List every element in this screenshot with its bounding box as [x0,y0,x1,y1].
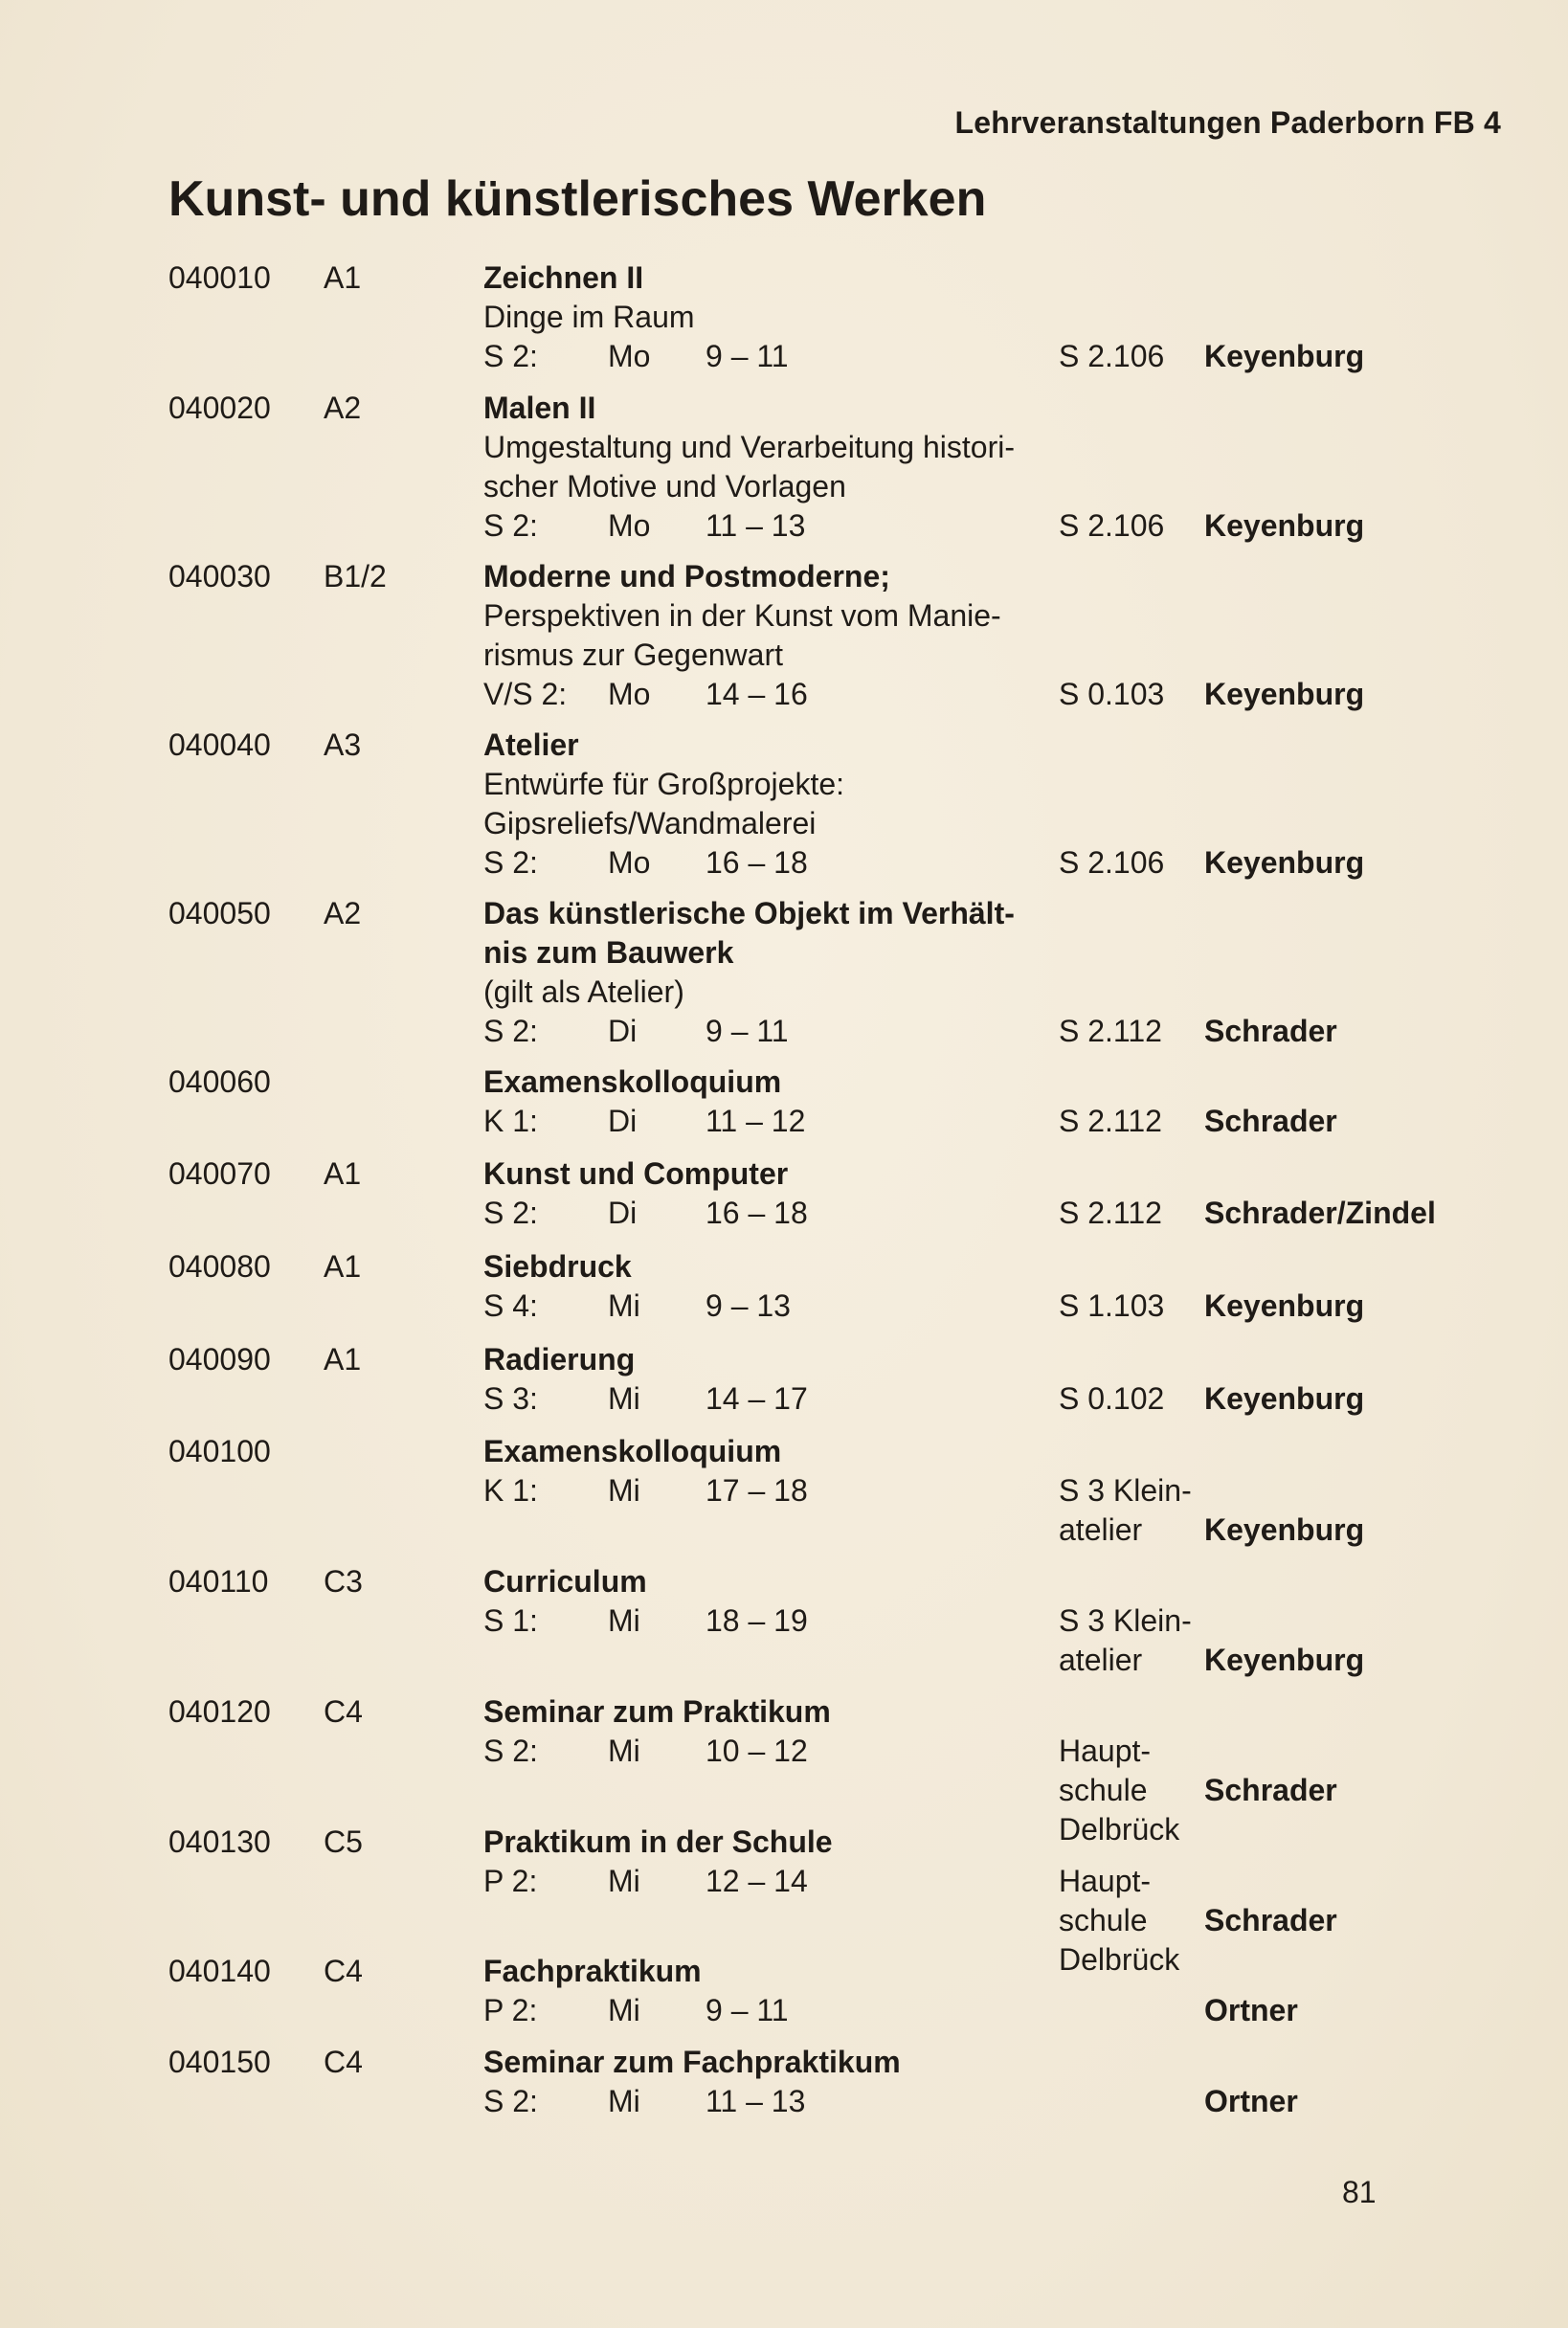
course-type: S 2: [483,1196,538,1230]
course-body [483,1823,833,1901]
course-type: S 2: [483,339,538,373]
course-schedule [483,675,1001,714]
course-body [483,258,789,376]
course-schedule [483,337,789,376]
course-type: V/S 2: [483,677,568,711]
course-title: Praktikum in der Schule [483,1824,833,1859]
section-title: Kunst- und künstlerisches Werken [168,171,987,227]
course-body [483,557,1001,714]
course-body [483,1432,808,1511]
course-type: S 3: [483,1381,538,1416]
course-description: Entwürfe für Großprojekte: [483,767,845,801]
course-lecturer: Keyenburg [1204,1512,1365,1547]
course-title: Seminar zum Fachpraktikum [483,2045,901,2079]
course-description: (gilt als Atelier) [483,974,684,1009]
course-schedule [483,1471,808,1511]
course-day: Mi [608,2084,640,2118]
course-day: Di [608,1014,638,1048]
course-number: 040080 [168,1249,271,1284]
course-body [483,726,844,883]
course-day: Mi [608,1473,640,1508]
course-description: Dinge im Raum [483,300,695,334]
course-lecturer: Keyenburg [1204,677,1365,711]
course-time: 12 – 14 [706,1864,808,1898]
course-body [483,1692,831,1771]
course-type: K 1: [483,1104,538,1138]
course-number: 040010 [168,260,271,295]
course-room [1059,1601,1192,1680]
course-title: Fachpraktikum [483,1954,702,1988]
course-day: Mo [608,845,651,880]
course-room: S 0.102 [1059,1381,1165,1416]
course-code: A1 [324,1156,362,1191]
course-number: 040030 [168,559,271,593]
course-day: Mi [608,1864,640,1898]
course-code: A2 [324,896,362,930]
course-code: A3 [324,728,362,762]
course-time: 9 – 11 [706,1993,789,2027]
course-number: 040110 [168,1564,269,1599]
course-room: S 2.112 [1059,1104,1162,1138]
course-day: Mi [608,1734,640,1768]
course-type: S 2: [483,1014,538,1048]
course-time: 9 – 11 [706,1014,789,1048]
course-time: 17 – 18 [706,1473,808,1508]
course-day: Mi [608,1603,640,1638]
course-lecturer: Keyenburg [1204,1381,1365,1416]
course-title: Siebdruck [483,1249,632,1284]
course-title: Malen II [483,391,596,425]
course-body [483,1562,808,1641]
course-title: Seminar zum Praktikum [483,1694,831,1729]
course-day: Mi [608,1288,640,1323]
course-code: A1 [324,1342,362,1377]
course-room: S 1.103 [1059,1288,1165,1323]
course-lecturer: Schrader [1204,1104,1337,1138]
course-title: Examenskolloquium [483,1434,782,1468]
course-number: 040120 [168,1694,271,1729]
course-time: 14 – 16 [706,677,808,711]
course-room: S 2.106 [1059,508,1165,543]
course-schedule [483,1287,791,1326]
course-type: K 1: [483,1473,538,1508]
course-lecturer: Schrader [1204,1773,1337,1807]
course-time: 11 – 13 [706,2084,806,2118]
course-room-line: Haupt- [1059,1864,1152,1898]
course-code: C4 [324,2045,363,2079]
course-lecturer: Schrader/Zindel [1204,1196,1436,1230]
course-time: 9 – 13 [706,1288,791,1323]
course-title: Examenskolloquium [483,1064,782,1099]
course-description: Perspektiven in der Kunst vom Manie- [483,598,1001,633]
course-code: C4 [324,1694,363,1729]
course-room: S 0.103 [1059,677,1165,711]
course-body [483,389,1015,546]
course-title: Atelier [483,728,579,762]
course-schedule [483,1601,808,1641]
course-number: 040040 [168,728,271,762]
course-code: C5 [324,1824,363,1859]
course-room [1059,1732,1179,1849]
course-number: 040070 [168,1156,271,1191]
course-time: 11 – 12 [706,1104,806,1138]
course-body [483,2043,901,2121]
course-type: P 2: [483,1993,538,2027]
course-schedule [483,1379,808,1419]
course-code: A2 [324,391,362,425]
course-day: Mo [608,508,651,543]
course-room-line: S 3 Klein- [1059,1473,1192,1508]
course-schedule [483,1102,806,1141]
course-day: Mi [608,1993,640,2027]
course-schedule [483,506,1015,546]
course-type: S 1: [483,1603,538,1638]
course-code: C3 [324,1564,363,1599]
course-room [1059,1862,1179,1980]
course-schedule [483,1991,789,2030]
course-code: A1 [324,1249,362,1284]
course-description: Gipsreliefs/Wandmalerei [483,806,817,840]
course-number: 040150 [168,2045,271,2079]
course-number: 040100 [168,1434,271,1468]
course-room-line: atelier [1059,1643,1143,1677]
course-title: Zeichnen II [483,260,644,295]
course-lecturer: Ortner [1204,1993,1298,2027]
course-type: S 2: [483,2084,538,2118]
course-type: S 2: [483,1734,538,1768]
course-body [483,1340,808,1419]
course-lecturer: Keyenburg [1204,508,1365,543]
course-room-line: Delbrück [1059,1942,1180,1977]
course-type: S 2: [483,845,538,880]
course-lecturer: Keyenburg [1204,1643,1365,1677]
course-title: nis zum Bauwerk [483,935,734,970]
course-lecturer: Schrader [1204,1903,1337,1937]
course-schedule [483,1012,1015,1051]
course-room: S 2.106 [1059,339,1165,373]
course-title: Kunst und Computer [483,1156,789,1191]
course-day: Mo [608,339,651,373]
course-room: S 2.112 [1059,1196,1162,1230]
course-lecturer: Keyenburg [1204,339,1365,373]
course-room-line: Delbrück [1059,1812,1180,1847]
course-time: 10 – 12 [706,1734,808,1768]
course-lecturer: Keyenburg [1204,845,1365,880]
course-title: Das künstlerische Objekt im Verhält- [483,896,1015,930]
course-day: Mi [608,1381,640,1416]
running-head: Lehrveranstaltungen Paderborn FB 4 [954,105,1501,140]
course-time: 16 – 18 [706,845,808,880]
course-body [483,1247,791,1326]
course-code: C4 [324,1954,363,1988]
page-number: 81 [1342,2175,1377,2209]
course-schedule [483,2082,901,2121]
course-title: Curriculum [483,1564,647,1599]
course-room-line: Haupt- [1059,1734,1152,1768]
course-type: S 2: [483,508,538,543]
course-room-line: S 3 Klein- [1059,1603,1192,1638]
course-body [483,1154,808,1233]
course-room-line: schule [1059,1903,1148,1937]
course-number: 040020 [168,391,271,425]
course-room: S 2.106 [1059,845,1165,880]
course-description: Umgestaltung und Verarbeitung histori- [483,430,1015,464]
course-time: 14 – 17 [706,1381,808,1416]
course-body [483,894,1015,1051]
course-lecturer: Ortner [1204,2084,1298,2118]
course-time: 9 – 11 [706,339,789,373]
course-body [483,1952,789,2030]
course-code: A1 [324,260,362,295]
course-time: 11 – 13 [706,508,806,543]
course-lecturer: Keyenburg [1204,1288,1365,1323]
course-code: B1/2 [324,559,387,593]
course-type: S 4: [483,1288,538,1323]
course-schedule [483,1732,831,1771]
course-description: scher Motive und Vorlagen [483,469,846,504]
course-body [483,1063,806,1141]
course-type: P 2: [483,1864,538,1898]
course-description: rismus zur Gegenwart [483,638,783,672]
course-schedule [483,1194,808,1233]
course-number: 040050 [168,896,271,930]
course-room: S 2.112 [1059,1014,1162,1048]
course-number: 040060 [168,1064,271,1099]
course-schedule [483,843,844,883]
course-room-line: schule [1059,1773,1148,1807]
course-number: 040130 [168,1824,271,1859]
course-time: 18 – 19 [706,1603,808,1638]
course-schedule [483,1862,833,1901]
course-time: 16 – 18 [706,1196,808,1230]
course-day: Mo [608,677,651,711]
course-day: Di [608,1104,638,1138]
course-day: Di [608,1196,638,1230]
course-number: 040090 [168,1342,271,1377]
course-title: Radierung [483,1342,636,1377]
course-title: Moderne und Postmoderne; [483,559,890,593]
course-lecturer: Schrader [1204,1014,1337,1048]
course-room [1059,1471,1192,1550]
course-number: 040140 [168,1954,271,1988]
course-room-line: atelier [1059,1512,1143,1547]
